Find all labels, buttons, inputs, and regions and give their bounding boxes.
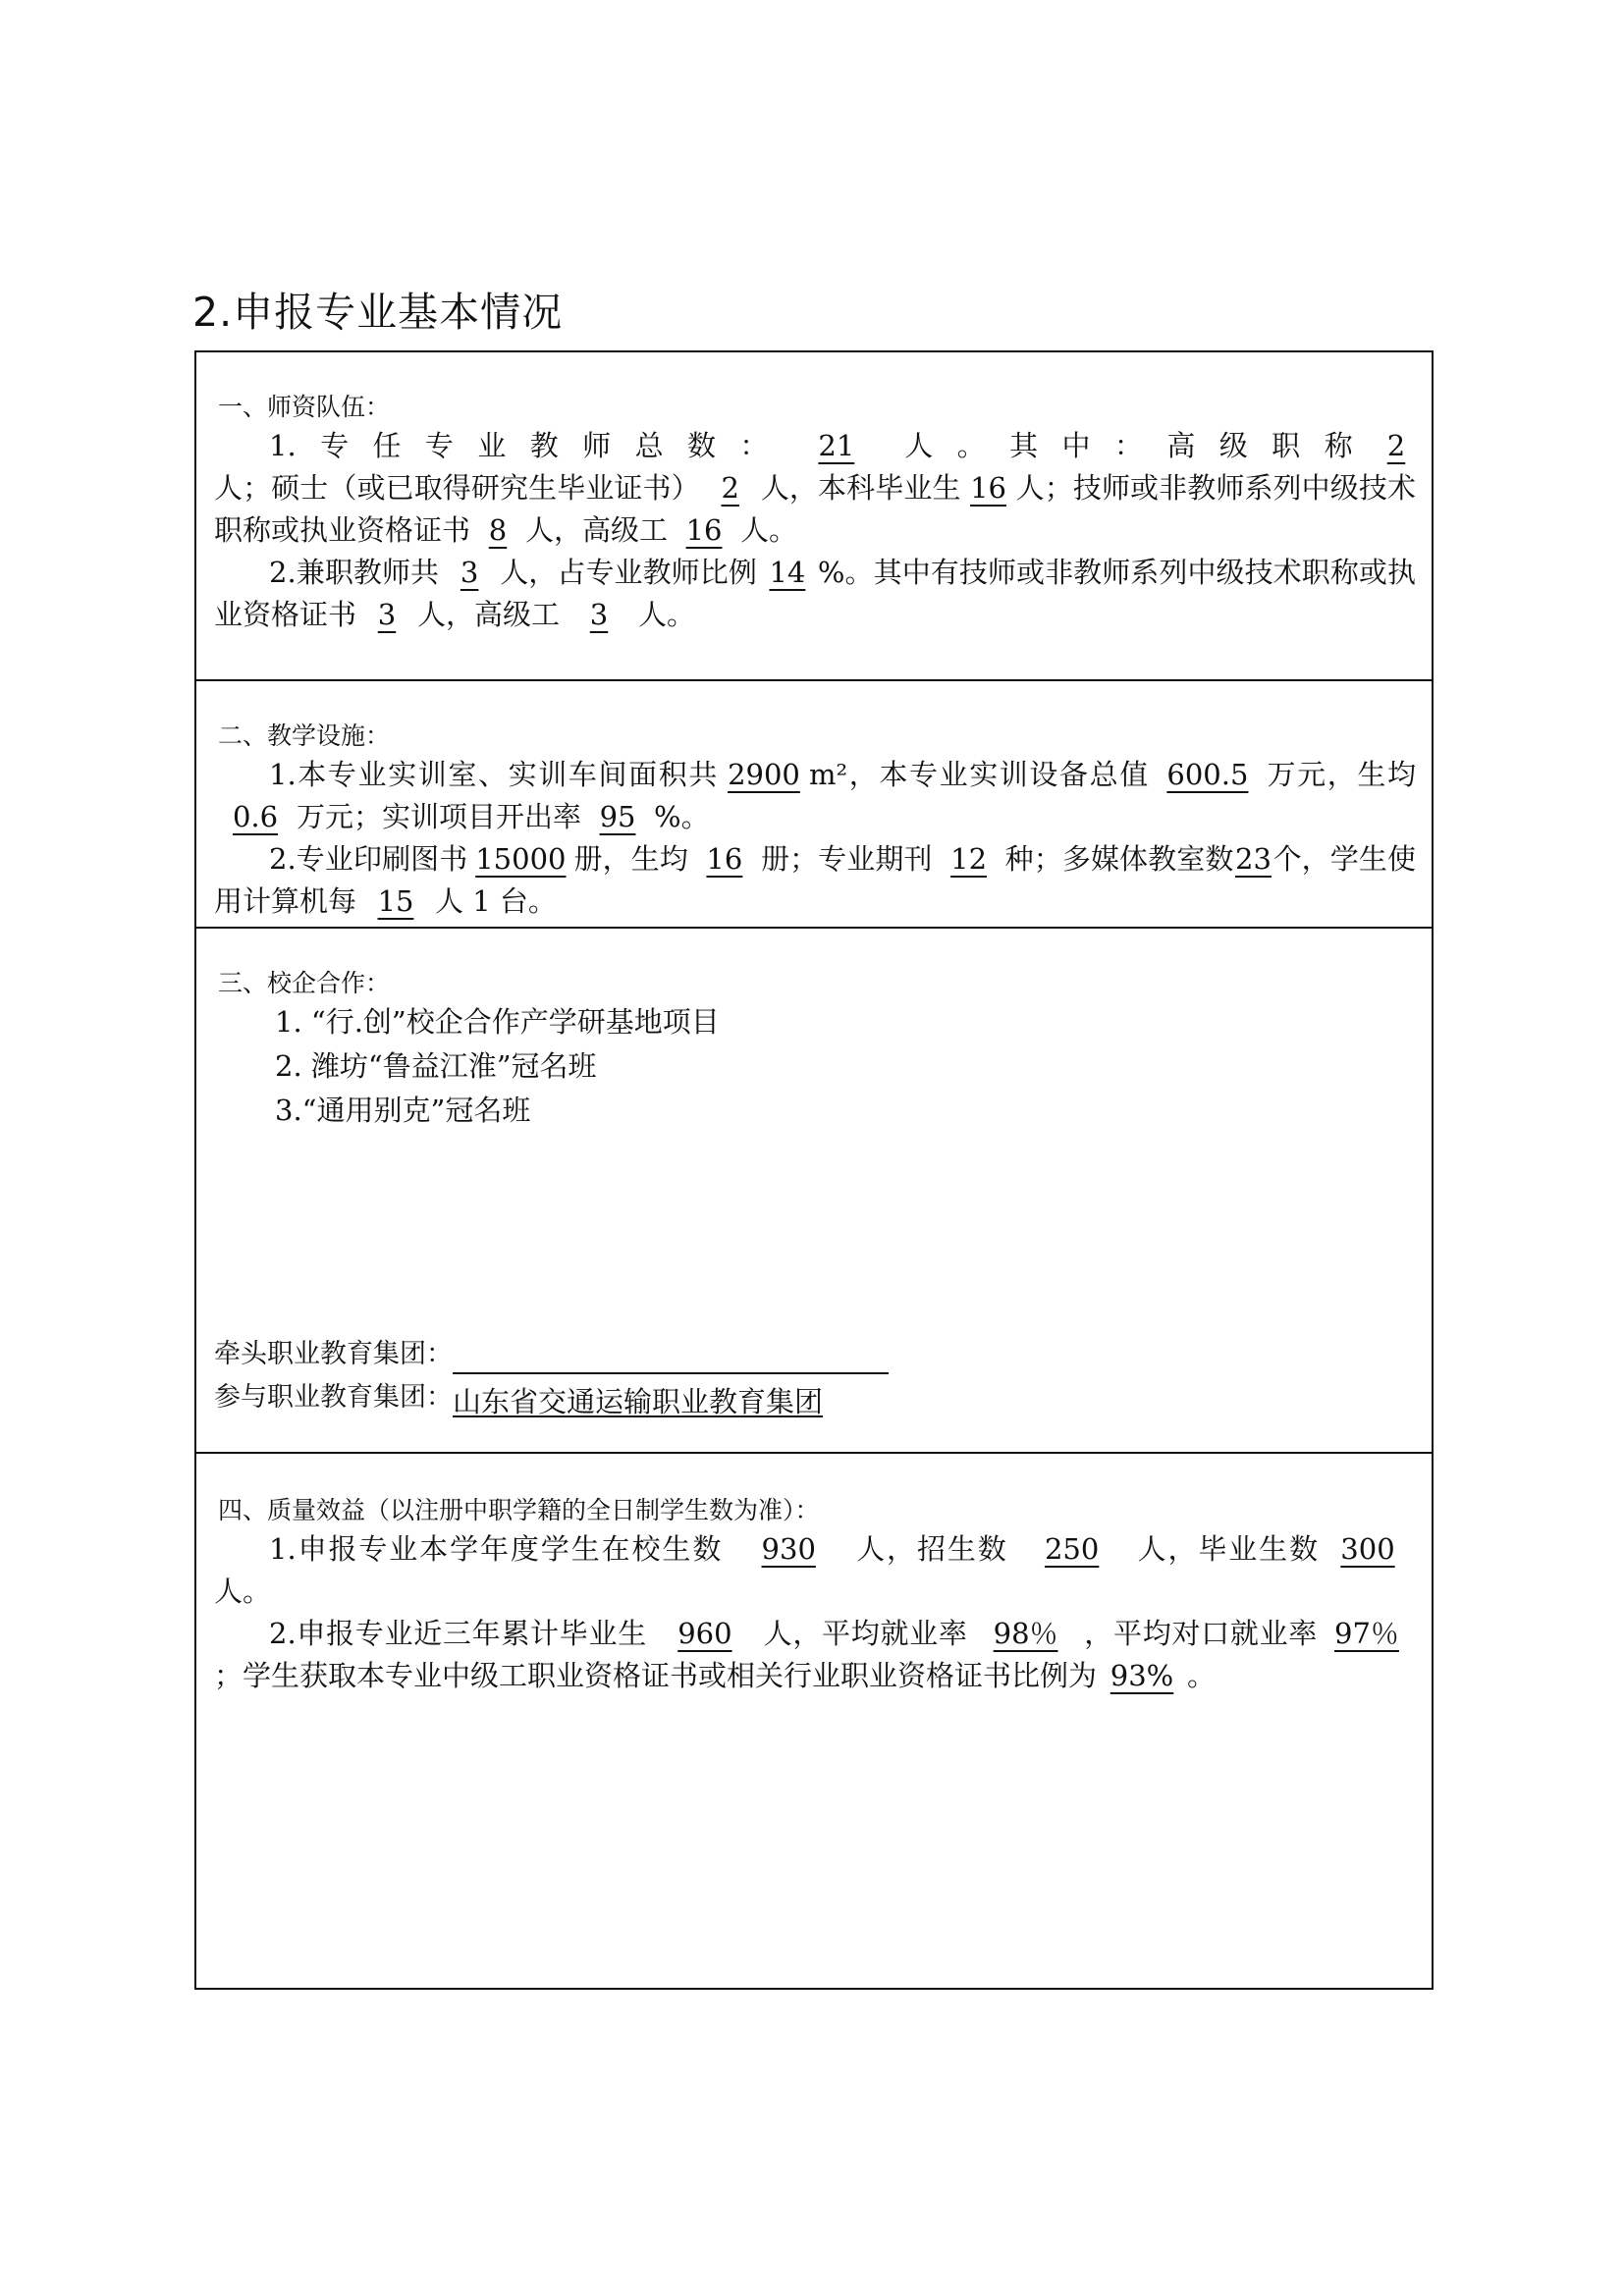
quality-paragraph-2: [214, 1613, 1416, 1697]
text: 万元，生均: [1265, 758, 1417, 791]
page-heading: 2.申报专业基本情况: [192, 289, 564, 336]
lead-group-row: [214, 1335, 889, 1374]
classrooms-value: 23: [1235, 842, 1272, 876]
journals-value: 12: [950, 842, 988, 876]
text: 1.本专业实训室、实训车间面积共: [269, 758, 719, 791]
text: 人，高级工: [417, 598, 561, 631]
quality-section: [196, 1454, 1432, 1990]
text: 人。: [638, 598, 696, 631]
text: 人，占专业教师比例: [500, 556, 757, 589]
cooperation-item: 2. 潍坊“鲁益江淮”冠名班: [275, 1049, 597, 1083]
text: 人；技师或非教师系列中级技术职称或执业资格证书: [214, 471, 1416, 547]
enrolled-value: 930: [761, 1532, 816, 1566]
lead-group-label: 牵头职业教育集团：: [214, 1339, 453, 1369]
facilities-paragraph-2: [214, 838, 1416, 923]
senior-worker-value: 16: [685, 513, 723, 547]
employment-rate-value: 98％: [993, 1617, 1058, 1650]
text: 1.申报专业本学年度学生在校生数: [269, 1532, 724, 1566]
text: %。其中有技师或非教师系列中级技术职称或执业资格证书: [214, 556, 1416, 631]
text: ，平均对口就业率: [1083, 1617, 1318, 1650]
member-group-label: 参与职业教育集团：: [214, 1382, 453, 1413]
text: 2.申报专业近三年累计毕业生: [269, 1617, 647, 1650]
text: 人 1 台。: [435, 884, 557, 918]
training-area-value: 2900: [728, 758, 800, 791]
text: 1.专任专业教师总数：: [269, 429, 792, 462]
text: m²，本专业实训设备总值: [808, 758, 1150, 791]
faculty-section: [196, 352, 1432, 680]
text: 人；硕士（或已取得研究生毕业证书）: [214, 471, 700, 505]
facilities-section-title: 二、教学设施：: [218, 721, 391, 750]
text: 人。: [740, 513, 798, 547]
technician-value: 8: [488, 513, 508, 547]
text: 人，本科毕业生: [760, 471, 961, 505]
per-student-value: 0.6: [232, 800, 279, 833]
equipment-value: 600.5: [1166, 758, 1249, 791]
text: 人，平均就业率: [762, 1617, 968, 1650]
admitted-value: 250: [1044, 1532, 1100, 1566]
cert-rate-value: 93%: [1110, 1659, 1174, 1692]
text: 人。其中：高级职称: [880, 429, 1377, 462]
faculty-section-title: 一、师资队伍：: [218, 393, 391, 421]
text: 人。: [214, 1575, 272, 1608]
facilities-paragraph-1: [214, 754, 1416, 838]
cooperation-item: 3.“通用别克”冠名班: [275, 1094, 531, 1127]
text: 万元；实训项目开出率: [297, 800, 582, 833]
cooperation-section-title: 三、校企合作：: [218, 969, 391, 997]
parttime-ratio-value: 14: [769, 556, 806, 589]
text: 2.兼职教师共: [269, 556, 440, 589]
students-per-pc-value: 15: [377, 884, 414, 918]
text: 册，生均: [573, 842, 688, 876]
quality-paragraph-1: [214, 1528, 1416, 1613]
facilities-section: [196, 681, 1432, 927]
parttime-technician-value: 3: [377, 598, 397, 631]
quality-section-title: 四、质量效益（以注册中职学籍的全日制学生数为准）：: [218, 1496, 820, 1524]
books-value: 15000: [475, 842, 567, 876]
masters-value: 2: [721, 471, 739, 505]
faculty-paragraph-2: [214, 552, 1416, 636]
text: %。: [654, 800, 710, 833]
member-group-value: 山东省交通运输职业教育集团: [453, 1382, 823, 1417]
cooperation-section: [196, 929, 1432, 1452]
matched-rate-value: 97％: [1334, 1617, 1399, 1650]
senior-title-value: 2: [1386, 429, 1406, 462]
total-teachers-value: 21: [818, 429, 855, 462]
faculty-paragraph-1: [214, 425, 1416, 552]
text: 个，学生使用计算机每: [214, 842, 1416, 918]
text: 。: [1187, 1659, 1217, 1692]
books-per-student-value: 16: [706, 842, 743, 876]
form-table: [194, 350, 1434, 1990]
bachelors-value: 16: [970, 471, 1006, 505]
text: 册；专业期刊: [760, 842, 933, 876]
text: 人，高级工: [525, 513, 669, 547]
parttime-senior-worker-value: 3: [589, 598, 609, 631]
lead-group-value: [453, 1339, 889, 1374]
text: 种；多媒体教室数: [1004, 842, 1234, 876]
training-rate-value: 95: [599, 800, 636, 833]
text: ；学生获取本专业中级工职业资格证书或相关行业职业资格证书比例为: [214, 1659, 1098, 1692]
text: 2.专业印刷图书: [269, 842, 468, 876]
member-group-row: [214, 1378, 823, 1417]
text: 人，招生数: [854, 1532, 1008, 1566]
graduates-3yr-value: 960: [677, 1617, 732, 1650]
parttime-value: 3: [460, 556, 479, 589]
graduates-value: 300: [1340, 1532, 1395, 1566]
text: 人，毕业生数: [1135, 1532, 1320, 1566]
cooperation-item: 1. “行.创”校企合作产学研基地项目: [275, 1005, 720, 1039]
